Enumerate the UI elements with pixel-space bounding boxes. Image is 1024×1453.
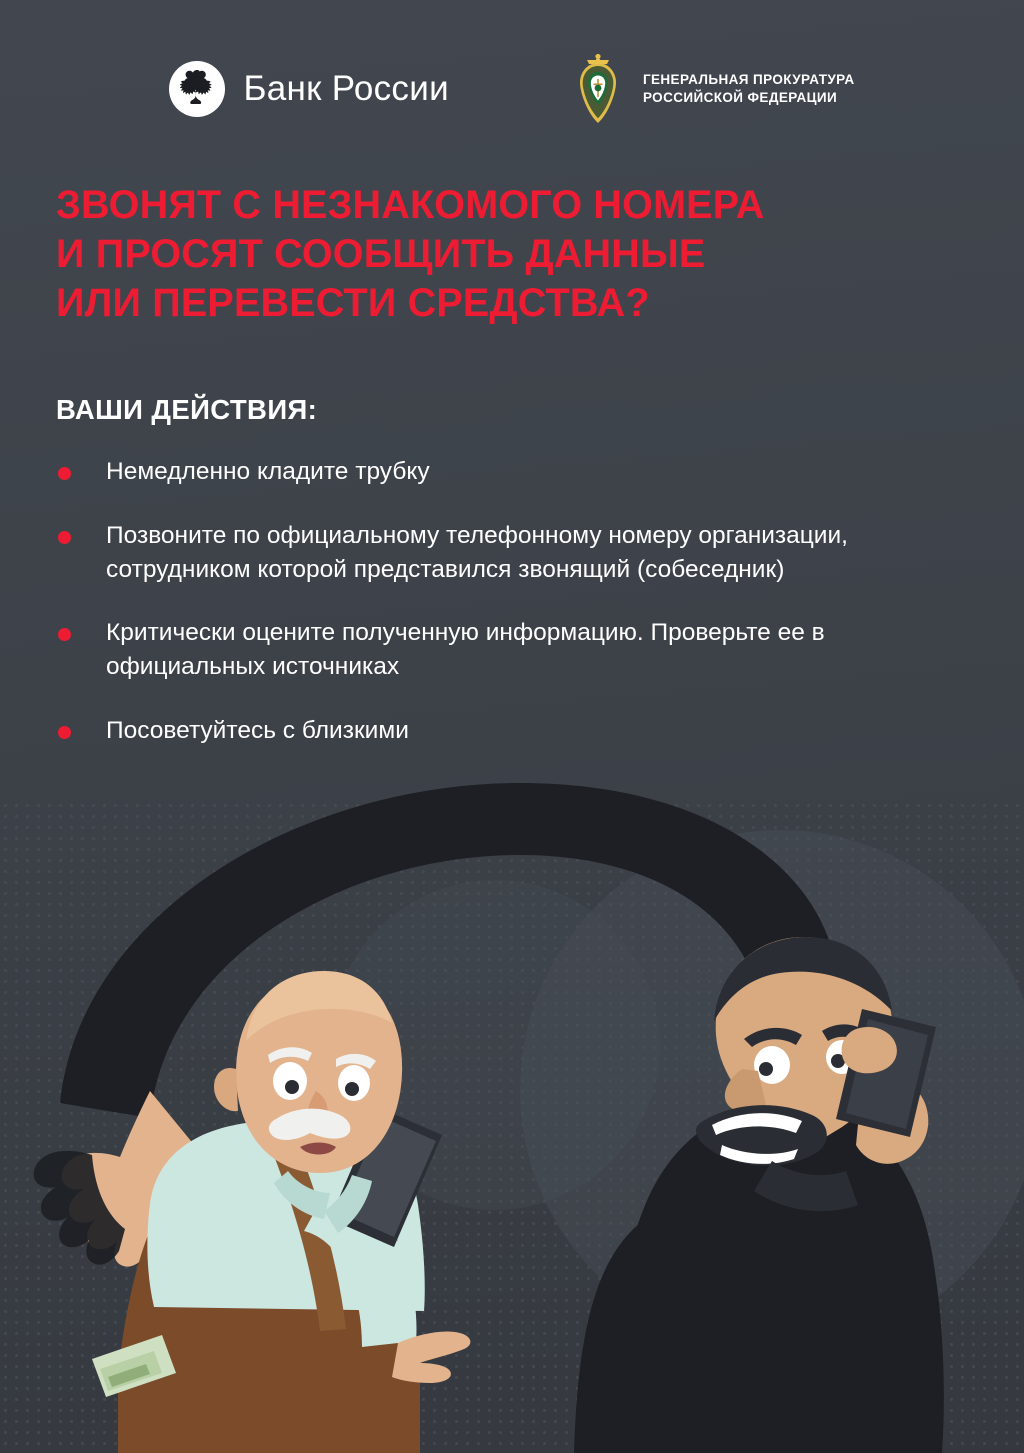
actions-title: ВАШИ ДЕЙСТВИЯ: bbox=[56, 394, 318, 425]
prosecutor-general-line1: ГЕНЕРАЛЬНАЯ ПРОКУРАТУРА bbox=[642, 71, 855, 87]
header-logos bbox=[0, 44, 1024, 134]
list-item: Немедленно кладите трубку bbox=[52, 455, 952, 489]
headline-line-2: И ПРОСЯТ СООБЩИТЬ ДАННЫЕ bbox=[56, 231, 706, 276]
headline-line-3: ИЛИ ПЕРЕВЕСТИ СРЕДСТВА? bbox=[56, 280, 650, 325]
prosecutor-general-line2: РОССИЙСКОЙ ФЕДЕРАЦИИ bbox=[642, 90, 838, 105]
prosecutor-general-emblem-icon bbox=[569, 52, 627, 126]
prosecutor-general-logo bbox=[569, 52, 855, 126]
list-item: Критически оцените полученную информацию. Проверьте ее в официальных источниках bbox=[52, 616, 892, 684]
elderly-man-phone-scam-illustration bbox=[0, 773, 1024, 1453]
actions-list bbox=[52, 455, 952, 778]
list-item: Позвоните по официальному телефонному номеру организации, сотрудником которой представился звонящий (собеседник) bbox=[52, 519, 912, 587]
prosecutor-general-label bbox=[643, 71, 855, 107]
scammer-with-smartphone bbox=[574, 937, 944, 1453]
page-title bbox=[56, 181, 976, 328]
bank-of-russia-label: Банк России bbox=[243, 69, 449, 108]
bank-of-russia-logo bbox=[169, 61, 448, 117]
double-headed-eagle-icon bbox=[169, 61, 225, 117]
list-item: Посоветуйтесь с близкими bbox=[52, 714, 952, 748]
headline-line-1: ЗВОНЯТ С НЕЗНАКОМОГО НОМЕРА bbox=[56, 183, 765, 227]
